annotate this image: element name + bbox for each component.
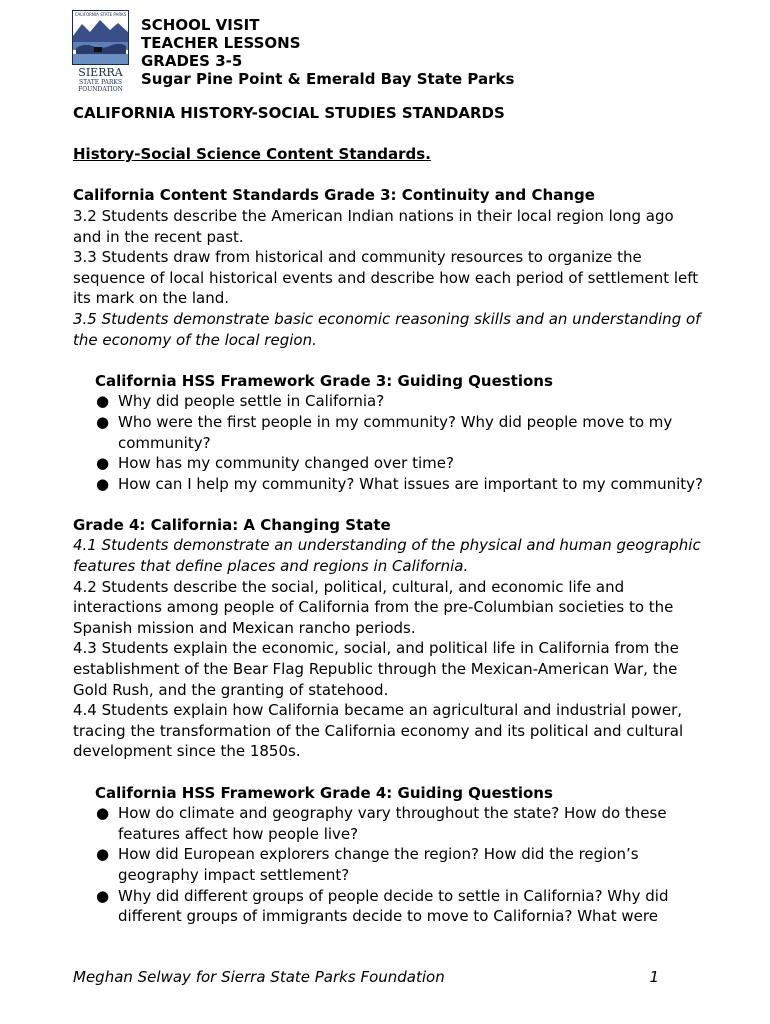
- standard-4-1: 4.1 Students demonstrate an understanding of the physical and human geographic features that define places and regions in California.: [73, 536, 701, 576]
- footer-credit: Meghan Selway for Sierra State Parks Foundation: [73, 968, 445, 986]
- list-item: ● Why did people settle in California?: [96, 392, 385, 411]
- framework4-questions: [95, 803, 703, 927]
- header-line-grades: GRADES 3-5: [141, 52, 243, 70]
- standard-3-2: 3.2 Students describe the American Indian nations in their local region long ago and in the recent past.: [73, 206, 674, 246]
- list-item: ● How has my community changed over time?: [96, 454, 454, 473]
- header-line-parks: Sugar Pine Point & Emerald Bay State Parks: [141, 70, 515, 88]
- page-title: CALIFORNIA HISTORY-SOCIAL STUDIES STANDARDS: [73, 104, 505, 122]
- framework3-heading: California HSS Framework Grade 3: Guiding Questions: [95, 371, 553, 390]
- list-item: ● How do climate and geography vary throughout the state? How do these features affect how people live?: [96, 804, 667, 843]
- bullet-icon: ●: [96, 845, 110, 864]
- framework4-heading: California HSS Framework Grade 4: Guiding Questions: [95, 783, 553, 802]
- document-header: [141, 16, 514, 88]
- list-item: ● How did European explorers change the region? How did the region’s geography impact settlement?: [96, 845, 639, 884]
- section-subtitle: History-Social Science Content Standards.: [73, 145, 431, 164]
- page-footer: [73, 968, 663, 986]
- standard-4-2: 4.2 Students describe the social, political, cultural, and economic life and interactions among people of California from the pre-Columbian societies to the Spanish mission and Mexican rancho periods.: [73, 577, 674, 637]
- logo-name: SIERRA: [78, 66, 123, 79]
- bullet-icon: ●: [96, 454, 110, 473]
- logo-top-text: CALIFORNIA STATE PARKS: [74, 12, 127, 17]
- standard-4-3: 4.3 Students explain the economic, social, and political life in California from the establishment of the Bear Flag Republic through the Mexican-American War, the Gold Rush, and the granting of statehood.: [73, 639, 679, 699]
- standard-3-3: 3.3 Students draw from historical and community resources to organize the sequence of local historical events and describe how each period of settlement left its mark on the land.: [73, 248, 699, 308]
- bullet-icon: ●: [96, 804, 110, 823]
- page-number: 1: [649, 968, 659, 986]
- header-line-teacher-lessons: TEACHER LESSONS: [141, 34, 301, 52]
- bullet-icon: ●: [96, 392, 110, 411]
- standard-3-5: 3.5 Students demonstrate basic economic reasoning skills and an understanding of the economy of the local region.: [73, 309, 701, 349]
- framework-grade3: [95, 371, 703, 495]
- header-line-school-visit: SCHOOL VISIT: [141, 16, 260, 34]
- bullet-icon: ●: [96, 886, 110, 905]
- sierra-state-parks-foundation-logo: [72, 10, 129, 92]
- standard-4-4: 4.4 Students explain how California became an agricultural and industrial power, tracing the transformation of the California economy and its political and cultural development since the 1850s.: [73, 701, 684, 761]
- framework3-questions: [95, 391, 703, 494]
- list-item: ● Why did different groups of people decide to settle in California? Why did different groups of immigrants decide to move to California? What were: [96, 886, 669, 926]
- list-item: ● Who were the first people in my community? Why did people move to my community?: [96, 412, 673, 452]
- logo-sub2: FOUNDATION: [78, 86, 123, 92]
- document-body: [73, 103, 703, 927]
- logo-sub1: STATE PARKS: [78, 79, 123, 86]
- framework-grade4: [95, 783, 703, 927]
- list-item: ● How can I help my community? What issues are important to my community?: [96, 474, 703, 493]
- grade4-heading: Grade 4: California: A Changing State: [73, 515, 391, 534]
- grade3-heading: California Content Standards Grade 3: Continuity and Change: [73, 186, 595, 205]
- bullet-icon: ●: [96, 474, 110, 493]
- bullet-icon: ●: [96, 412, 110, 431]
